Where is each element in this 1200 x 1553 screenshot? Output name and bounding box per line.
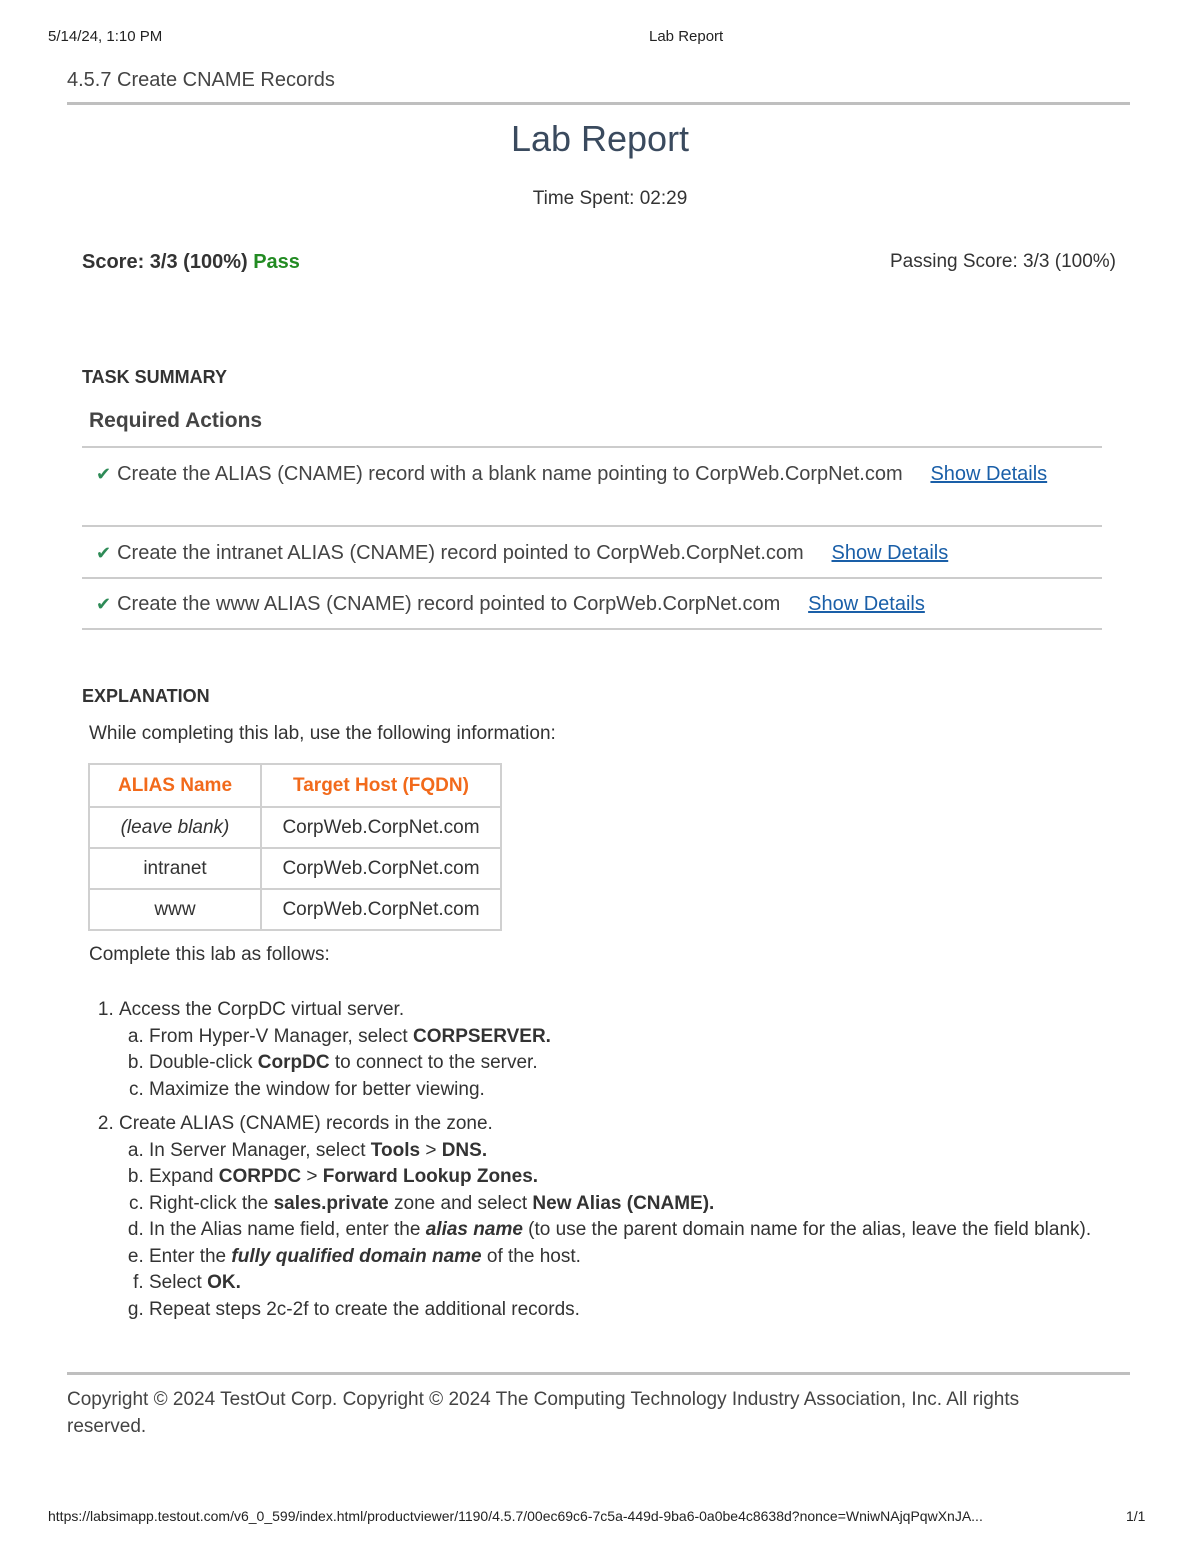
check-icon: ✔ [96,594,112,614]
table-header-row [89,764,501,807]
task-item [96,540,1086,567]
passing-score: Passing Score: 3/3 (100%) [889,251,1116,272]
check-icon: ✔ [96,464,112,484]
table-header: Target Host (FQDN) [261,764,501,807]
task-item [96,461,1086,488]
task-text: Create the www ALIAS (CNAME) record pointed to CorpWeb.CorpNet.com [117,593,781,615]
header-divider [67,102,1130,105]
print-url: https://labsimapp.testout.com/v6_0_599/index.html/productviewer/1190/4.5.7/00ec69c6-7c5a-449d-9ba6-0a0be4c8638d?nonce=WniwNAjqPqwXnJA... [48,1508,983,1524]
score [82,251,300,274]
show-details-link[interactable]: Show Details [930,463,1048,485]
table-header: ALIAS Name [89,764,261,807]
step-1 [119,997,1099,1103]
table-cell: intranet [89,848,261,889]
score-label: Score: 3/3 (100%) [82,251,248,273]
task-summary-heading: TASK SUMMARY [82,367,227,387]
table-cell: www [89,889,261,930]
step-2f: f. Select OK. [149,1270,1099,1297]
complete-intro: Complete this lab as follows: [89,944,330,965]
lab-name: 4.5.7 Create CNAME Records [67,69,335,91]
check-icon: ✔ [96,543,112,563]
required-actions-heading: Required Actions [89,409,263,432]
print-datetime: 5/14/24, 1:10 PM [48,28,163,45]
explanation-intro: While completing this lab, use the following information: [89,723,556,744]
show-details-link[interactable]: Show Details [831,542,949,564]
print-page-number: 1/1 [1126,1508,1146,1524]
steps-list [99,997,1099,1331]
explanation-heading: EXPLANATION [82,686,210,706]
print-page-title: Lab Report [649,28,724,45]
step-2e: e. Enter the fully qualified domain name of the host. [149,1244,1099,1271]
divider [82,446,1102,448]
table-row [89,807,501,848]
step-text: Access the CorpDC virtual server. [119,999,405,1020]
table-row [89,889,501,930]
time-spent: Time Spent: 02:29 [532,188,688,209]
step-1b: b. Double-click CorpDC to connect to the server. [149,1050,1099,1077]
table-cell: CorpWeb.CorpNet.com [261,889,501,930]
step-1c: c. Maximize the window for better viewing. [149,1077,1099,1104]
table-cell: (leave blank) [89,807,261,848]
show-details-link[interactable]: Show Details [808,593,925,615]
task-item [96,591,1086,618]
task-text: Create the intranet ALIAS (CNAME) record pointed to CorpWeb.CorpNet.com [117,542,804,564]
divider [82,525,1102,527]
step-2d: d. In the Alias name field, enter the alias name (to use the parent domain name for the alias, leave the field blank). [149,1217,1099,1244]
footer-divider [67,1372,1130,1375]
table-row [89,848,501,889]
step-text: Create ALIAS (CNAME) records in the zone. [119,1113,493,1134]
task-text: Create the ALIAS (CNAME) record with a blank name pointing to CorpWeb.CorpNet.com [117,463,903,485]
pass-status: Pass [253,251,300,273]
copyright: Copyright © 2024 TestOut Corp. Copyright © 2024 The Computing Technology Industry Association, Inc. All rights reserved. [67,1389,1020,1437]
step-2b: b. Expand CORPDC > Forward Lookup Zones. [149,1164,1099,1191]
page-title: Lab Report [510,118,690,159]
divider [82,628,1102,630]
step-2 [119,1111,1099,1323]
step-2g: g. Repeat steps 2c-2f to create the additional records. [149,1297,1099,1324]
alias-table [88,763,502,931]
table-cell: CorpWeb.CorpNet.com [261,807,501,848]
step-2a: a. In Server Manager, select Tools > DNS. [149,1138,1099,1165]
divider [82,577,1102,579]
table-cell: CorpWeb.CorpNet.com [261,848,501,889]
step-2c: c. Right-click the sales.private zone and select New Alias (CNAME). [149,1191,1099,1218]
step-1a: a. From Hyper-V Manager, select CORPSERVER. [149,1024,1099,1051]
